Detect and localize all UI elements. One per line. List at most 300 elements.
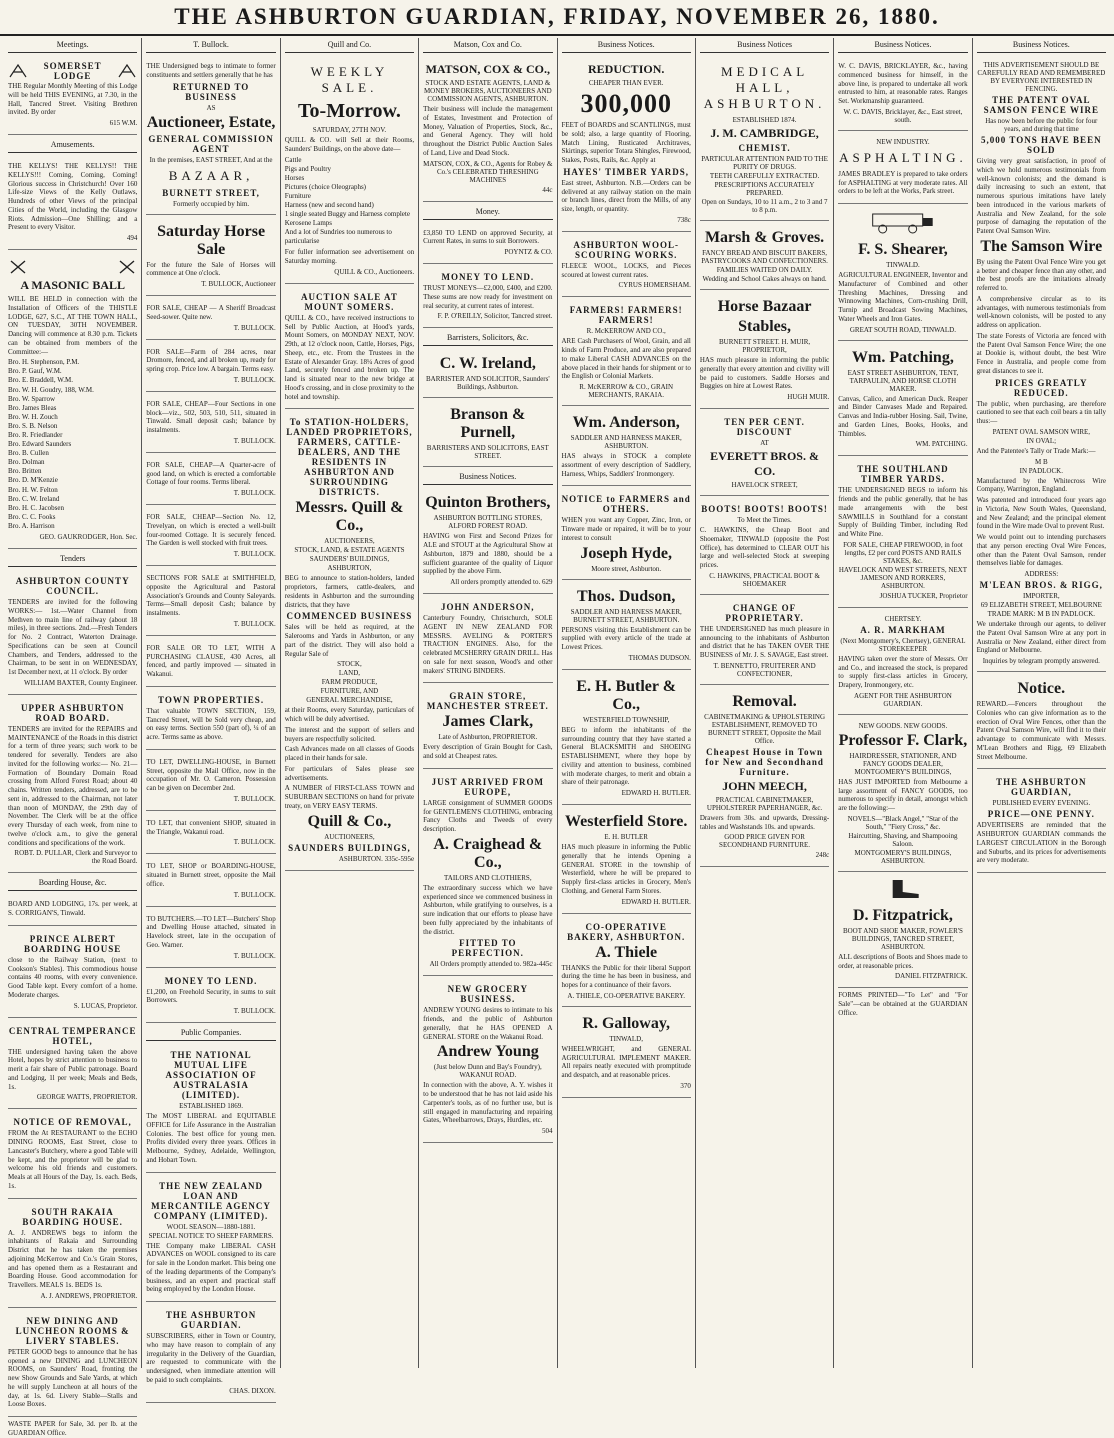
crossed-swords-icon — [8, 260, 28, 274]
matson-sub: STOCK AND ESTATE AGENTS, LAND & MONEY BROKERS, AUCTIONEERS AND COMMISSION AGENTS, ASHBURTON. — [423, 79, 552, 103]
council-title: ASHBURTON COUNTY COUNCIL. — [15, 576, 130, 597]
samson-ad — [977, 57, 1106, 672]
mclean-name: M'LEAN BROS. & RIGG, — [979, 580, 1103, 590]
bottom-sig: ASHBURTON. 335c-595e — [338, 854, 415, 863]
dudson-name: Thos. Dudson, — [577, 587, 676, 605]
store-name: Westerfield Store. — [565, 813, 688, 830]
teeth: TEETH CAREFULLY EXTRACTED. — [709, 172, 820, 180]
grain-store-ad — [423, 686, 552, 769]
bullock-bazaar: BAZAAR, — [168, 167, 254, 183]
stock-agents: STOCK, LAND, & ESTATE AGENTS — [294, 546, 405, 555]
saunders-buildings: SAUNDERS' BUILDINGS, — [309, 555, 390, 564]
dudson-ad — [562, 583, 691, 670]
price: PRICE—ONE PENNY. — [987, 809, 1095, 820]
westerfield-store-ad — [562, 808, 691, 914]
clark-body: Every description of Grain Bought for Cash, and sold at Cheapest rates. — [423, 743, 553, 760]
thiele-name: A. Thiele — [595, 943, 658, 961]
hair: Haircutting, Shaving, and Shampooing Saloon. — [848, 831, 958, 848]
young-num: 504 — [542, 1127, 553, 1135]
bullock-ad — [146, 57, 275, 215]
elizabeth: 69 ELIZABETH STREET, MELBOURNE — [980, 601, 1102, 609]
hayes-title: HAYES' TIMBER YARDS, — [563, 166, 689, 177]
matson-title: MATSON, COX & CO., — [425, 62, 551, 76]
clark-name: Professor F. Clark, — [838, 731, 968, 749]
craighead-name: A. Craighead & Co., — [433, 835, 543, 871]
meech-body: Drawers from 30s. and upwards, Dressing-tables and Washstands 10s. and upwards. — [699, 813, 830, 831]
sale-item-text: FOR SALE OR TO LET, WITH A PURCHASING CLAUSE, 430 Acres, all fenced, and partly improved — situated in Wakanui. — [146, 643, 276, 678]
sale-list-item: FURNITURE, AND — [320, 687, 379, 696]
council-ad — [8, 571, 137, 695]
europe-title: JUST ARRIVED FROM EUROPE, — [431, 776, 544, 797]
trust-title: MONEY TO LEND. — [441, 272, 535, 282]
sale-item-sig: T. BULLOCK. — [233, 436, 276, 445]
galloway-ad — [562, 1010, 691, 1098]
sale-item — [146, 456, 275, 505]
galloway-num: 370 — [680, 1081, 691, 1090]
hawkins-ad — [700, 499, 829, 595]
interest: The interest and the support of sellers and buyers are respectfully solicited. — [284, 725, 415, 743]
thiele-body: THANKS the Public for their liberal Support during the time he has been in business, and hopes for a continuance of their favors. — [561, 963, 691, 989]
let-item-text: TO LET, SHOP or BOARDING-HOUSE, situated in Burnett street, opposite the Mail office. — [146, 862, 276, 888]
committee-member: Bro. C. C. Fooks — [8, 512, 56, 521]
trade: TRADE MARK: M B IN PADLOCK. — [987, 610, 1096, 618]
notice-top: THIS ADVERTISEMENT SHOULD BE CAREFULLY READ AND REMEMBERED BY EVERYONE INTERESTED IN FENCING. — [977, 61, 1106, 93]
column-7 — [834, 38, 972, 1368]
albert-title: PRINCE ALBERT BOARDING HOUSE — [24, 933, 122, 954]
hawkins-body: C. HAWKINS, the Cheap Boot and Shoemaker, TINWALD (opposite the Post Office), has determined to CLEAR OUT his large and well-selected Stock at sweeping prices. — [699, 526, 830, 569]
fitz-sig: DANIEL FITZPATRICK. — [895, 972, 968, 981]
quinton-name: Quinton Brothers, — [425, 494, 551, 512]
galloway-body: WHEELWRIGHT, and GENERAL AGRICULTURAL IMPLEMENT MAKER. All repairs neatly executed with promptitude and despatch, and at reasonable prices. — [561, 1044, 691, 1079]
goods-item: Pictures (choice Oleographs) — [284, 182, 366, 191]
committee-member: Bro. P. Gauf, W.M. — [8, 367, 62, 376]
butler-sub: WESTERFIELD TOWNSHIP, — [582, 715, 670, 724]
meech-num: 248c — [815, 851, 830, 860]
matson-ad — [423, 57, 552, 202]
quill-sig: QUILL & CO., Auctioneers. — [334, 267, 415, 276]
albert-sig: S. LUCAS, Proprietor. — [73, 1001, 138, 1010]
section-heading: Business Notices. — [423, 470, 552, 485]
trade-mark: M B — [1034, 457, 1048, 466]
farmers-title: FARMERS! FARMERS! FARMERS! — [569, 305, 683, 326]
town-title: TOWN PROPERTIES. — [158, 694, 265, 705]
sale-item — [146, 299, 275, 340]
committee-member: Bro. W. Sparrow — [8, 394, 56, 403]
hayes-body: East street, Ashburton. N.B.—Orders can be delivered at any railway station on the main or branch lines, direct from the Mills, of any size, length, or quantity. — [561, 178, 691, 213]
sale-item — [146, 569, 275, 636]
column-5 — [558, 38, 696, 1368]
fitzpatrick-ad — [838, 875, 967, 989]
crossed-swords-icon — [117, 260, 137, 274]
patching-sig: WM. PATCHING. — [915, 440, 968, 449]
let-item-text: TO LET, DWELLING-HOUSE, in Burnett Street, opposite the Mail Office, now in the occupation of Mr. O. Cameron. Possession can be given on December 2nd. — [146, 757, 276, 792]
branson-ad — [423, 401, 552, 467]
thiele-sig: A. THIELE, CO-OPERATIVE BAKERY. — [567, 991, 685, 1000]
goods-item: Harness (new and second hand) — [284, 200, 374, 209]
anderson-sub: SADDLER AND HARNESS MAKER, ASHBURTON. — [570, 434, 682, 450]
let-item-sig: T. BULLOCK. — [233, 890, 276, 899]
mutual-est: ESTABLISHED 1869. — [179, 1102, 244, 1110]
committee-member: Bro. H. C. Jacobsen — [8, 503, 64, 512]
let-item — [146, 814, 275, 855]
asphalting-title: ASPHALTING. — [839, 149, 967, 165]
sale-list-item: FARM PRODUCE, — [321, 678, 378, 687]
wedding: Wedding and School Cakes always on hand. — [702, 275, 827, 283]
everett-ad — [700, 412, 829, 496]
published: PUBLISHED EVERY EVENING. — [992, 799, 1091, 808]
muir-sub: BURNETT STREET. H. MUIR, PROPRIETOR, — [718, 338, 811, 354]
bullock-agent: GENERAL COMMISSION AGENT — [148, 133, 274, 154]
wm-anderson-ad — [562, 409, 691, 486]
new-goods: NEW GOODS. NEW GOODS. — [858, 721, 948, 730]
grocery-ad — [423, 979, 552, 1143]
section-heading: Barristers, Solicitors, &c. — [423, 331, 552, 346]
mckerrow-body: ARE Cash Purchasers of Wool, Grain, and all kinds of Farm Produce, and are also prepared to make Liberal CASH ADVANCES on the above placed in their hands for shipment or to the English or Colonial Markets. — [561, 337, 691, 381]
change-title: CHANGE OF PROPRIETARY. — [725, 602, 804, 623]
meech-sub: PRACTICAL CABINETMAKER, UPHOLSTERER PAPERHANGER, &c. — [706, 795, 823, 812]
bullock-premises: In the premises, EAST STREET, And at the — [149, 155, 273, 164]
patching-name: Wm. Patching, — [852, 348, 954, 366]
matson-body: Their business will include the management of Estates, Investment and Protection of Money, Valuation of Properties, Stock, &c., and General Agency. They will hold throughout the District Public Auction Sales of Land, Live and Dead Stock. — [423, 105, 553, 157]
europe-body: LARGE consignment of SUMMER GOODS for GENTLEMEN'S CLOTHING, embracing Fancy Cloths and Tweeds of every description. — [423, 798, 553, 833]
guardian-sig: CHAS. DIXON. — [229, 1386, 276, 1395]
butler-sig: EDWARD H. BUTLER. — [621, 789, 691, 797]
boots: BOOTS! BOOTS! BOOTS! — [701, 504, 828, 514]
luncheon-body: PETER GOOD begs to announce that he has opened a new DINING and LUNCHEON ROOMS, on Saunders' Road, fronting the new Show Grounds and Sale Yards, at which he will supply Luncheon at all hours of the day, at 1s. 6d. Livery Stable—Stalls and Loose Boxes. — [8, 1347, 138, 1409]
galloway-name: R. Galloway, — [582, 1014, 670, 1032]
road-body: TENDERS are invited for the REPAIRS and MAINTENANCE of the Roads in this district for a term of three years; such work to be tendered for severally. Tenders are also invited for the following works:— No. 21—Formation of Boundary Domain Road crossing from Alford Forest Road; about 40 chains. Written tenders, addressed, are to be sent in, addressed to the Chairman, not later than noon of MONDAY, the 29th day of November. The Clerk will be at the office every Thursday of each week, from nine to twelve o'clock a.m., to give the general conditions and specifications of the work. — [8, 724, 138, 847]
hyde-ad — [562, 489, 691, 579]
grocery-title: NEW GROCERY BUSINESS. — [447, 984, 528, 1005]
column-heading: Matson, Cox and Co. — [423, 38, 552, 53]
ashburton: ASHBURTON, — [327, 564, 372, 573]
young-sub: (Just below Dunn and Bay's Foundry), WAKANUI ROAD. — [433, 1063, 542, 1080]
weekly-intro: QUILL & CO. will Sell at their Rooms, Saunders' Buildings, on the above date— — [284, 136, 415, 153]
samson-title: The Samson Wire — [980, 237, 1103, 255]
ireland-body: BARRISTER AND SOLICITOR, Saunders' Buildings, Ashburton. — [425, 375, 550, 392]
rakaia-body: A. J. ANDREWS begs to inform the inhabitants of Rakaia and Surrounding District that he has taken the premises adjoining McKerrow and Co.'s Grain Stores, and has opened them as a Restaurant and Boarding House. Good accommodation for Travellers. MEALS 1s. BEDS 1s. — [8, 1228, 138, 1290]
masonic-title: A MASONIC BALL — [20, 278, 126, 292]
bottom-auct: AUCTIONEERS, — [324, 832, 375, 841]
section-heading: Boarding House, &c. — [8, 876, 137, 891]
column-heading: Business Notices. — [562, 38, 691, 53]
goods-item: Cattle — [284, 155, 302, 164]
marsh-name: Marsh & Groves. — [704, 229, 825, 246]
timber-body: THE UNDERSIGNED BEGS to inform his friends and the public generally, that he has made arrangements with the best SAWMILLS in Southland for a constant Supply of Building Timber, including Red and White Pine. — [838, 486, 968, 538]
sale-item-text: FOR SALE, CHEAP—A Quarter-acre of good land, on which is erected a comfortable Cottage of four rooms. Terms liberal. — [146, 460, 276, 487]
committee-member: Bro. S. B. Nelson — [8, 421, 58, 430]
lodge-ad — [8, 57, 137, 135]
timber-ad — [838, 459, 967, 608]
patent-body: Has now been before the public for four years, and during that time — [985, 117, 1098, 133]
column-4 — [419, 38, 557, 1368]
mount-body: QUILL & CO., have received instructions to Sell by Public Auction, at Hood's yards, Mount Somers, on MONDAY NEXT, NOV. 29th, at 12 o'clock noon, Cattle, Horses, Pigs, Sheep, etc., etc. From the Trustees in the Estate of Alexander Gray. 18¼ Acres of good Land, securely fenced and broken up. The land is situated near to the new bridge at Hood's crossing, and in close proximity to the hotel and township. — [284, 313, 415, 401]
markham-ad — [838, 611, 967, 715]
section-heading: Tenders — [8, 552, 137, 567]
temperance-ad — [8, 1021, 137, 1110]
asphalting-ad — [838, 134, 967, 204]
masonic-square-compass-icon — [8, 64, 28, 78]
column-heading: Business Notices. — [977, 38, 1106, 53]
in-oval: IN OVAL; — [1026, 436, 1057, 445]
sale-item-text: FOR SALE, CHEAP — A Sheriff Broadcast Seed-sower. Quite new. — [146, 304, 276, 321]
road-sig: ROBT. D. PULLAR, Clerk and Surveyor to the Road Board. — [14, 849, 138, 866]
patent-title: THE PATENT OVAL SAMSON FENCE WIRE — [983, 95, 1099, 115]
clark-ad — [838, 718, 967, 872]
hyde-sub: Moore street, Ashburton. — [591, 564, 662, 573]
sales-body: Sales will be held as required, at the Salerooms and Yards in Ashburton, or any part of the district. They will also hold a Regular Sale of — [284, 623, 415, 658]
tomorrow-title: To-Morrow. — [298, 100, 401, 122]
guardian-title: THE ASHBURTON GUARDIAN, — [996, 777, 1087, 798]
boot-icon — [838, 878, 967, 900]
commenced: COMMENCED BUSINESS — [286, 611, 413, 622]
notice-title: Notice. — [1017, 680, 1066, 697]
mckerrow-ad — [562, 300, 691, 406]
horse-sale-title: Saturday Horse Sale — [157, 222, 266, 258]
timber-title: THE SOUTHLAND TIMBER YARDS. — [857, 464, 949, 485]
bradley-body: JAMES BRADLEY is prepared to take orders for ASPHALTING at very moderate rates. All orders to be left at the Works, Park street. — [838, 169, 968, 196]
sale-item-sig: T. BULLOCK. — [233, 489, 276, 497]
purity: PARTICULAR ATTENTION PAID TO THE PURITY OF DRUGS. — [701, 155, 828, 171]
forms-notice: FORMS PRINTED—"To Let" and "For Sale"—can be obtained at the GUARDIAN Office. — [838, 991, 968, 1017]
column-6 — [696, 38, 834, 1368]
column-8 — [973, 38, 1110, 1368]
masonic-ball-ad — [8, 253, 137, 549]
committee-member: Bro. W. H. Goudry, 188, W.M. — [8, 385, 94, 394]
markham-body: HAVING taken over the store of Messrs. Orr and Co., and increased the stock, is prepared to supply first-class articles in Grocery, Drapery, Ironmongery, etc. — [838, 654, 968, 689]
quinton-ad — [423, 489, 552, 594]
branson-name: Branson & Purnell, — [450, 406, 526, 442]
sale-item-text: FOR SALE, CHEAP—Four Sections in one block—viz., 502, 503, 510, 511, situated in Tinwald. Small deposit cash; balance by instalments. — [146, 399, 276, 434]
established: ESTABLISHED 1874. — [732, 116, 797, 124]
address-label: ADDRESS: — [1024, 570, 1059, 578]
cash-advances: Cash Advances made on all classes of Goods placed in their hands for sale. — [284, 745, 415, 763]
town-body: That valuable TOWN SECTION, 159, Tancred Street, will be Sold very cheap, and on easy terms. Section 550 (part of), ¼ of an acre. Terms same as above. — [146, 706, 276, 741]
mutual-title: THE NATIONAL MUTUAL LIFE ASSOCIATION OF AUSTRALASIA (LIMITED). — [165, 1050, 257, 1100]
hyde-body: WHEN you want any Copper, Zinc, Iron, or Tinware made or repaired, it will be to your interest to consult — [561, 516, 691, 542]
wool-title: ASHBURTON WOOL-SCOURING WORKS. — [573, 239, 679, 260]
markham-sub: (Next Montgomery's, Chertsey), GENERAL STOREKEEPER — [840, 636, 966, 653]
horse-title: Horse Bazaar — [717, 298, 812, 315]
bullock-formerly: Formerly occupied by him. — [172, 199, 250, 208]
tons-body: Giving very great satisfaction, in proof of which we hold numerous testimonials from well-known colonists; and the demand is daily increasing to such an extent, that numerous spurious imitations have lately been introduced in the various markets of Australia and New Zealand, for the sole purpose of damaging the reputation of the Patent Oval Samson Wire. — [976, 157, 1106, 235]
committee-member: Bro. Edward Saunders — [8, 440, 72, 449]
sale-item-sig: T. BULLOCK. — [233, 323, 276, 332]
removal-ad — [8, 1112, 137, 1198]
young-body: In connection with the above, A. Y. wishes it to be understood that he has not laid aside his Carpenter's tools, as of no further use, but is still engaged in manufacturing and repairing Gates, Wheelbarrows, Drays, Hurdles, etc. — [423, 1081, 553, 1125]
bakery-ad — [562, 917, 691, 1007]
section-heading: Amusements. — [8, 138, 137, 153]
goods-item: Pigs and Poultry — [284, 164, 332, 173]
temperance-sig: GEORGE WATTS, PROPRIETOR. — [36, 1093, 138, 1102]
committee-member: Bro. A. Harrison — [8, 521, 55, 530]
everett-sub: HAVELOCK STREET, — [731, 481, 798, 489]
grocery-body: ANDREW YOUNG desires to intimate to his friends, and the public of Ashburton generally, that he HAS OPENED A GENERAL STORE on the Wakanui Road. — [423, 1006, 553, 1041]
mount-title: AUCTION SALE AT MOUNT SOMERS. — [301, 291, 398, 312]
lodge-sig: 615 W.M. — [109, 119, 138, 127]
wool-title: WOOL SEASON—1880-1881. — [166, 1222, 256, 1231]
nz-loan-ad — [146, 1176, 275, 1303]
hayes-num: 738c — [677, 215, 691, 224]
lodge-body: THE Regular Monthly Meeting of this Lodge will be held THIS EVENING, at 7.30, in the Hall, Tancred Street. Visiting Brethren invited. By order — [8, 82, 138, 117]
everett-name: EVERETT BROS. & CO. — [710, 449, 819, 478]
mckerrow-sig: R. McKERROW & CO., GRAIN MERCHANTS, RAKAIA. — [579, 383, 674, 399]
branson-body: BARRISTERS AND SOLICITORS, EAST STREET. — [426, 444, 549, 461]
rakaia-title: SOUTH RAKAIA BOARDING HOUSE. — [22, 1206, 123, 1227]
muir-sig: HUGH MUIR. — [787, 393, 830, 401]
goods-item: Horses — [284, 173, 305, 182]
change-ad — [700, 598, 829, 685]
goods-item: And a lot of Sundries too numerous to particularise — [284, 228, 392, 246]
committee-member: Bro. H. Stephenson, P.M. — [8, 358, 80, 367]
shown: We would point out to intending purchasers that any person erecting Oval Wire Fences, other than the Patent Oval Samson, render themselves liable for damages. — [976, 533, 1106, 568]
sale-list-item: LAND, — [338, 669, 361, 678]
patented: Was patented and introduced four years ago in Victoria, New South Wales, Queensland, and New Zealand; and the principal element found in the Wire made Oval to prevent Rust. — [976, 496, 1106, 531]
bullock-burnett: BURNETT STREET, — [162, 187, 260, 198]
threshing-machine-icon — [838, 210, 967, 234]
committee-member: Bro. D. M'Kenzie — [8, 476, 58, 485]
trust-money-ad — [423, 267, 552, 328]
clark-sub: HAIRDRESSER, STATIONER, AND FANCY GOODS DEALER, MONTGOMERY'S BUILDINGS, — [849, 751, 957, 776]
reward-notice — [977, 675, 1106, 769]
davis-body: W. C. DAVIS, BRICKLAYER, &c., having commenced business for himself, in the above line, is prepared to undertake all work entrusted to him, at reasonable rates. Ranges Set. Workmanship guaranteed. — [838, 62, 968, 105]
chemist: CHEMIST. — [738, 143, 791, 153]
money-body: £1,200, on Freehold Security, in sums to suit Borrowers. — [146, 987, 276, 1005]
patching-ad — [838, 344, 967, 457]
let-item-sig: T. BULLOCK. — [233, 838, 276, 847]
hyde-name: Joseph Hyde, — [580, 544, 672, 562]
let-item — [146, 857, 275, 906]
guardian-body: SUBSCRIBERS, either in Town or Country, who may have reason to complain of any irregularity in the Delivery of the Guardian, are requested to communicate with the undersigned, when immediate attention will be paid to such complaints. — [146, 1332, 276, 1384]
sale-item — [146, 343, 275, 392]
committee-member: Bro. Britten — [8, 467, 42, 476]
sale-item — [146, 395, 275, 453]
clark-body: HAS JUST IMPORTED from Melbourne a large assortment of FANCY GOODS, too numerous to specify in detail, amongst which are the following:— — [838, 777, 968, 812]
shearer-sub: TINWALD. — [886, 261, 920, 269]
rakaia-ad — [8, 1202, 137, 1308]
fitted: FITTED TO PERFECTION. — [451, 938, 524, 959]
horse-bazaar-ad — [700, 293, 829, 409]
guardian-title: THE ASHBURTON GUARDIAN. — [165, 1310, 257, 1330]
novels: NOVELS—"Black Angel," "Star of the South," "Fiery Cross," &c. — [847, 814, 959, 831]
craighead-sub: TAILORS AND CLOTHIERS, — [444, 873, 532, 882]
fitz-sub: BOOT AND SHOE MAKER, FOWLER'S BUILDINGS, TANCRED STREET, ASHBURTON. — [842, 926, 963, 951]
let-item — [146, 910, 275, 968]
timber-cheap: FOR SALE, CHEAP FIREWOOD, in foot lengths, £2 per cord POSTS AND RAILS STAKES, &c. — [843, 540, 963, 565]
galloway-sub: TINWALD, — [609, 1034, 643, 1043]
cambridge-name: J. M. CAMBRIDGE, — [710, 126, 819, 140]
masthead — [0, 0, 1114, 36]
meech-name: JOHN MEECH, — [722, 778, 807, 793]
road-title: UPPER ASHBURTON ROAD BOARD. — [21, 702, 125, 723]
matson-num: 44c — [542, 185, 553, 194]
lend-ad — [423, 224, 552, 265]
tally: PATENT OVAL SAMSON WIRE, — [992, 427, 1091, 436]
nz-title: THE NEW ZEALAND LOAN AND MERCANTILE AGENCY COMPANY (LIMITED). — [151, 1180, 271, 1221]
samson-body: By using the Patent Oval Fence Wire you get a better and cheaper fence than any other, and the best proofs are the imitations already referred to. — [976, 257, 1106, 292]
change-sig: T. BENNETTO, FRUITERER AND CONFECTIONER, — [713, 661, 816, 678]
public: The public, when purchasing, are therefore cautioned to see that each coil bears a tin tally thus:— — [976, 399, 1106, 425]
discount: TEN PER CENT. DISCOUNT — [724, 417, 805, 437]
mutual-ad — [146, 1045, 275, 1173]
anderson-body: HAS always in STOCK a complete assortment of every description of Saddlery, Harness, Whips, Saddlers' Ironmongery. — [561, 452, 691, 478]
clark-sig: MONTGOMERY'S BUILDINGS, ASHBURTON. — [854, 848, 952, 865]
horse-sale-body: For the future the Sale of Horses will commence at One o'clock. — [146, 260, 276, 278]
sale-item-text: FOR SALE, CHEAP—Section No. 12, Trevelyan, on which is erected a well-built four-roomed Cottage. It is securely fenced. The Garden is well stocked with fruit trees. — [146, 513, 276, 548]
importer: IMPORTER, — [1022, 592, 1060, 600]
muir-body: HAS much pleasure in informing the public generally that every attention and civility will be paid to customers. Saddle Horses and Buggies on hire at Lowest Rates. — [699, 356, 830, 391]
wool-sub: SPECIAL NOTICE TO SHEEP FARMERS. — [148, 1231, 274, 1240]
grain-title: GRAIN STORE, MANCHESTER STREET. — [426, 691, 549, 712]
boarding-body: BOARD AND LODGING, 17s. per week, at S. CORRIGAN'S, Tinwald. — [8, 900, 138, 918]
dudson-body: PERSONS visiting this Establishment can be supplied with every article of the trade at Lowest Prices. — [561, 625, 691, 651]
kellys-num: 494 — [126, 234, 138, 242]
bullock-title: Auctioneer, Estate, — [146, 113, 276, 131]
medical-hall-ad — [700, 57, 829, 221]
store-sig: EDWARD H. BUTLER. — [621, 897, 691, 906]
sale-date: SATURDAY, 27TH NOV. — [312, 126, 387, 134]
timber-sig: JOSHUA TUCKER, Proprietor — [879, 591, 968, 600]
butler-body: BEG to inform the inhabitants of the surrounding country that they have started a General BLACKSMITH and SHOEING ESTABLISHMENT, where they hope by civility and attention to business, combined with moderate charges, to merit and obtain a share of their patronage. — [561, 725, 691, 787]
committee-member: Bro. W. H. Zouch — [8, 412, 58, 421]
sections: A NUMBER of FIRST-CLASS TOWN and SUBURBAN SECTIONS on hand for private treaty, on VERY EASY TERMS. — [284, 784, 415, 810]
quinton-body: HAVING won First and Second Prizes for ALE and STOUT at the Agricultural Show at Ashburton, 1879 and 1880, should be a sufficient guarantee of the quality of Liquor supplied by the above Firm. — [423, 532, 553, 576]
shearer-body: AGRICULTURAL ENGINEER, Inventor and Manufacturer of Combined and other Threshing Machines, Dressing and Winnowing Machines, Corn-crushing Drill, Turnip and Broadcast Sowing Machines, Water Wheels and Iron Gates. — [838, 271, 968, 323]
manufactured: Manufactured by the Whitecross Wire Company, Warrington, England. — [976, 476, 1106, 494]
rakaia-sig: A. J. ANDREWS, PROPRIETOR. — [40, 1291, 138, 1300]
section-heading: Public Companies. — [146, 1026, 275, 1041]
wool-scouring-ad — [562, 235, 691, 298]
money-title: MONEY TO LEND. — [164, 975, 258, 986]
anderson-body: Canterbury Foundry, Christchurch, SOLE AGENT IN NEW ZEALAND FOR MESSRS. AVELING & PORTER'S TRACTION ENGINES. Also, for the celebrated MCSHERRY GRAIN DRILL. Has on sale for next season, Wood's and other makers' STRING BINDERS. — [423, 614, 553, 675]
lodge-title: SOMERSET LODGE — [43, 61, 102, 81]
committee-member: Bro. E. Braddell, W.M. — [8, 376, 73, 385]
sundays: Open on Sundays, 10 to 11 a.m., 2 to 3 and 7 to 8 p.m. — [701, 198, 828, 214]
wool-body: THE Company make LIBERAL CASH ADVANCES on WOOL consigned to its care for sale in the London market. This being one of the leading departments of the Company's business, and an expert and practical staff being employed by the London House. — [146, 1241, 276, 1294]
let-item-sig: T. BULLOCK. — [233, 794, 276, 803]
horse-sale-ad — [146, 218, 275, 297]
column-heading: Quill and Co. — [285, 38, 414, 53]
prescriptions: PRESCRIPTIONS ACCURATELY PREPARED. — [714, 181, 815, 197]
committee-member: Bro. Dolman — [8, 458, 45, 467]
markham-name: A. R. MARKHAM — [860, 624, 946, 635]
sale-item-text: FOR SALE—Farm of 284 acres, near Dromore, fenced, and all broken up, ready for spring crop. Price low. A bargain. Terms easy. — [146, 347, 276, 373]
shearer-sig: GREAT SOUTH ROAD, TINWALD. — [849, 325, 956, 334]
change-body: THE UNDERSIGNED has much pleasure in announcing to the inhabitants of Ashburton and district that he has TAKEN OVER THE BUSINESS of Mr. J. S. SAVAGE, East street. — [699, 624, 830, 659]
temperance-body: THE undersigned having taken the above Hotel, hopes by strict attention to business to merit a fair share of Public patronage. Board and Lodging, 1l per week; Meals and Beds, 1s. — [8, 1047, 138, 1091]
lend-title: £3,850 TO LEND on approved Security, at Current Rates, in sums to suit Borrowers. — [423, 228, 553, 246]
guardian-pub-ad — [977, 772, 1106, 873]
quinton-sub: ASHBURTON BOTTLING STORES, ALFORD FOREST ROAD. — [433, 514, 543, 531]
medical-title: MEDICAL HALL, ASHBURTON. — [703, 64, 826, 111]
patching-sub: EAST STREET ASHBURTON, TENT, TARPAULIN, AND HORSE CLOTH MAKER. — [847, 368, 959, 393]
patching-body: Canvas, Calico, and American Duck. Reaper and Binder Canvases Made and Repaired. Canvas and India-rubber Hosing. Sail, Twine, and Garden Lines, Books, Hooks, and Thimbles. — [838, 394, 968, 438]
families: FAMILIES WAITED ON DAILY. — [716, 266, 813, 274]
sale-item-sig: T. BULLOCK. — [233, 619, 276, 628]
goods-list — [285, 156, 414, 247]
dudson-sub: SADDLER AND HARNESS MAKER, BURNETT STREET, ASHBURTON. — [570, 607, 682, 624]
committee-member: Bro. C. W. Ireland — [8, 494, 60, 503]
goods-item: Furniture — [284, 191, 311, 200]
quinton-sig: All orders promptly attended to. 629 — [450, 578, 553, 586]
luncheon-ad — [8, 1311, 137, 1417]
town-properties-ad — [146, 690, 275, 750]
times: To Meet the Times. — [737, 516, 792, 524]
commence-body: BEG to announce to station-holders, landed proprietors, farmers, cattle-dealers, and residents in Ashburton and the surrounding districts, that they have — [284, 574, 415, 609]
let-item — [146, 753, 275, 811]
column-heading: T. Bullock. — [146, 38, 275, 53]
anderson-name: Wm. Anderson, — [572, 414, 680, 431]
